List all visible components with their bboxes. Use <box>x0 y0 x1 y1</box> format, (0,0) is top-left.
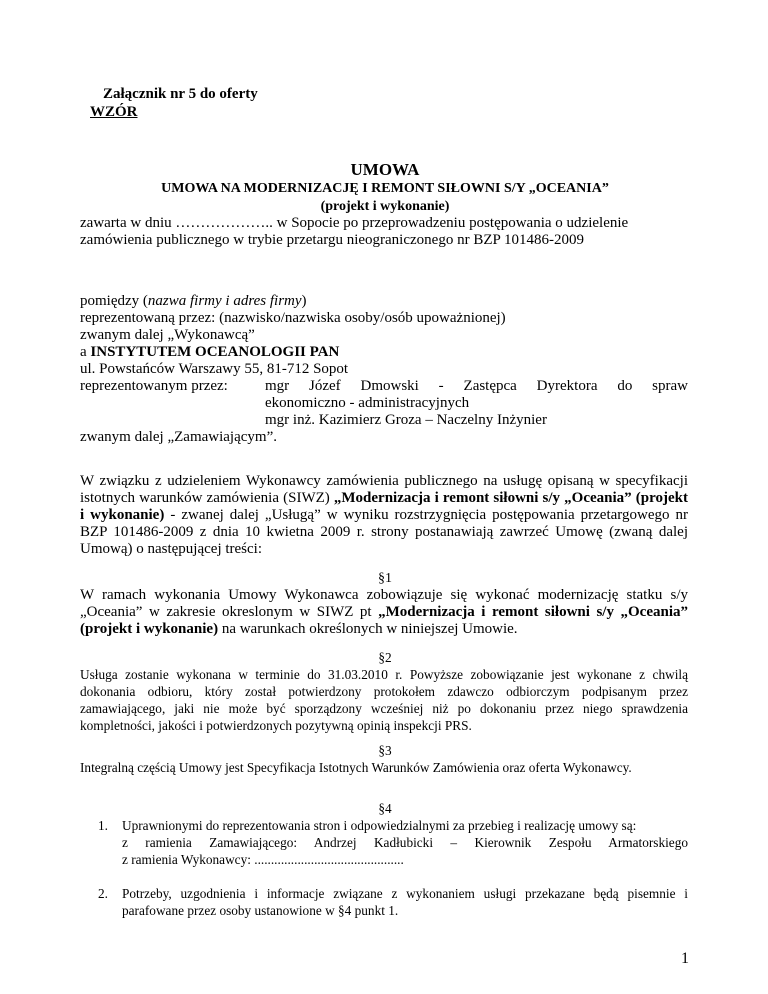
preamble-paragraph: W związku z udzieleniem Wykonawcy zamówienia publicznego na usługę opisaną w specyfikacji istotnych warunków zamówienia (SIWZ) „Modernizacja i remont siłowni s/y „Oceania” (projekt i wykonanie) - zwanej dalej „Usługą” w wyniku rozstrzygnięcia postępowania przetargowego nr BZP 101486-2009 z dnia 10 kwietna 2009 r. strony postanawiają zawrzeć Umowę (zwaną dalej Umową) o następującej treści: <box>80 473 688 557</box>
attachment-heading: Załącznik nr 5 do oferty <box>103 86 258 102</box>
document-title: UMOWA <box>350 160 420 179</box>
parties-called-client: zwanym dalej „Zamawiającym”. <box>80 429 277 445</box>
list-number: 2. <box>98 886 108 901</box>
parties-represented: reprezentowaną przez: (nazwisko/nazwiska osoby/osób upoważnionej) <box>80 310 506 326</box>
section-2-text: Usługa zostanie wykonana w terminie do 31.03.2010 r. Powyższe zobowiązanie jest wykonane z chwilą dokonania odbioru, który został potwierdzony protokołem zdawczo odbiorczym podpisanym przez zamawiającego, jaki nie może być sporządzony wcześniej niż po dokonaniu przez niego sprawdzenia kompletności, jakości i potwierdzonych pozytywną opinią inspekcji PRS. <box>80 667 688 733</box>
section-1-mark: §1 <box>378 571 392 586</box>
document-subtitle-note: (projekt i wykonanie) <box>320 199 450 214</box>
section-4-item-1 <box>80 817 688 887</box>
list-item-text <box>122 817 688 868</box>
section-4-item-2 <box>80 885 688 921</box>
parties-institute: a INSTYTUTEM OCEANOLOGII PAN <box>80 344 340 360</box>
item-1-text: Uprawnionymi do reprezentowania stron i odpowiedzialnymi za przebieg i realizację umowy są: <box>122 818 637 833</box>
intro-line-1: zawarta w dniu ……………….. w Sopocie po przeprowadzeniu postępowania o udzielenie <box>80 215 629 231</box>
parties-rep1-line2: ekonomiczno - administracyjnych <box>265 395 470 411</box>
page-number: 1 <box>681 950 689 967</box>
intro-line-2: zamówienia publicznego w trybie przetargu nieograniczonego nr BZP 101486-2009 <box>80 232 585 248</box>
parties-between: pomiędzy (nazwa firmy i adres firmy) <box>80 293 307 309</box>
section-3-text: Integralną częścią Umowy jest Specyfikacja Istotnych Warunków Zamówienia oraz oferta Wykonawcy. <box>80 760 632 775</box>
section-2-mark: §2 <box>378 650 392 665</box>
item-1-contractor-rep: z ramienia Wykonawcy: ............................................. <box>122 852 404 867</box>
section-3-mark: §3 <box>378 743 392 758</box>
item-2-text: Potrzeby, uzgodnienia i informacje związane z wykonaniem usługi przekazane będą pisemnie i parafowane przez osoby ustanowione w §4 punkt 1. <box>122 886 688 918</box>
parties-called-contractor: zwanym dalej „Wykonawcą” <box>80 327 255 343</box>
list-number: 1. <box>98 818 108 833</box>
item-1-client-rep: z ramienia Zamawiającego: Andrzej Kadłubicki – Kierownik Zespołu Armatorskiego <box>122 835 688 850</box>
template-label: WZÓR <box>90 104 138 120</box>
parties-rep-label: reprezentowanym przez: <box>80 378 228 394</box>
parties-rep2: mgr inż. Kazimierz Groza – Naczelny Inżynier <box>265 412 547 428</box>
parties-address: ul. Powstańców Warszawy 55, 81-712 Sopot <box>80 361 349 377</box>
document-subtitle: UMOWA NA MODERNIZACJĘ I REMONT SIŁOWNI S/Y „OCEANIA” <box>161 181 609 196</box>
section-1-text: W ramach wykonania Umowy Wykonawca zobowiązuje się wykonać modernizację statku s/y „Oceania” w zakresie okreslonym w SIWZ pt „Modernizacja i remont siłowni s/y „Oceania” (projekt i wykonanie) na warunkach określonych w niniejszej Umowie. <box>80 587 688 637</box>
section-4-mark: §4 <box>378 801 392 816</box>
parties-rep1-line1: mgr Józef Dmowski - Zastępca Dyrektora do spraw <box>265 378 688 394</box>
